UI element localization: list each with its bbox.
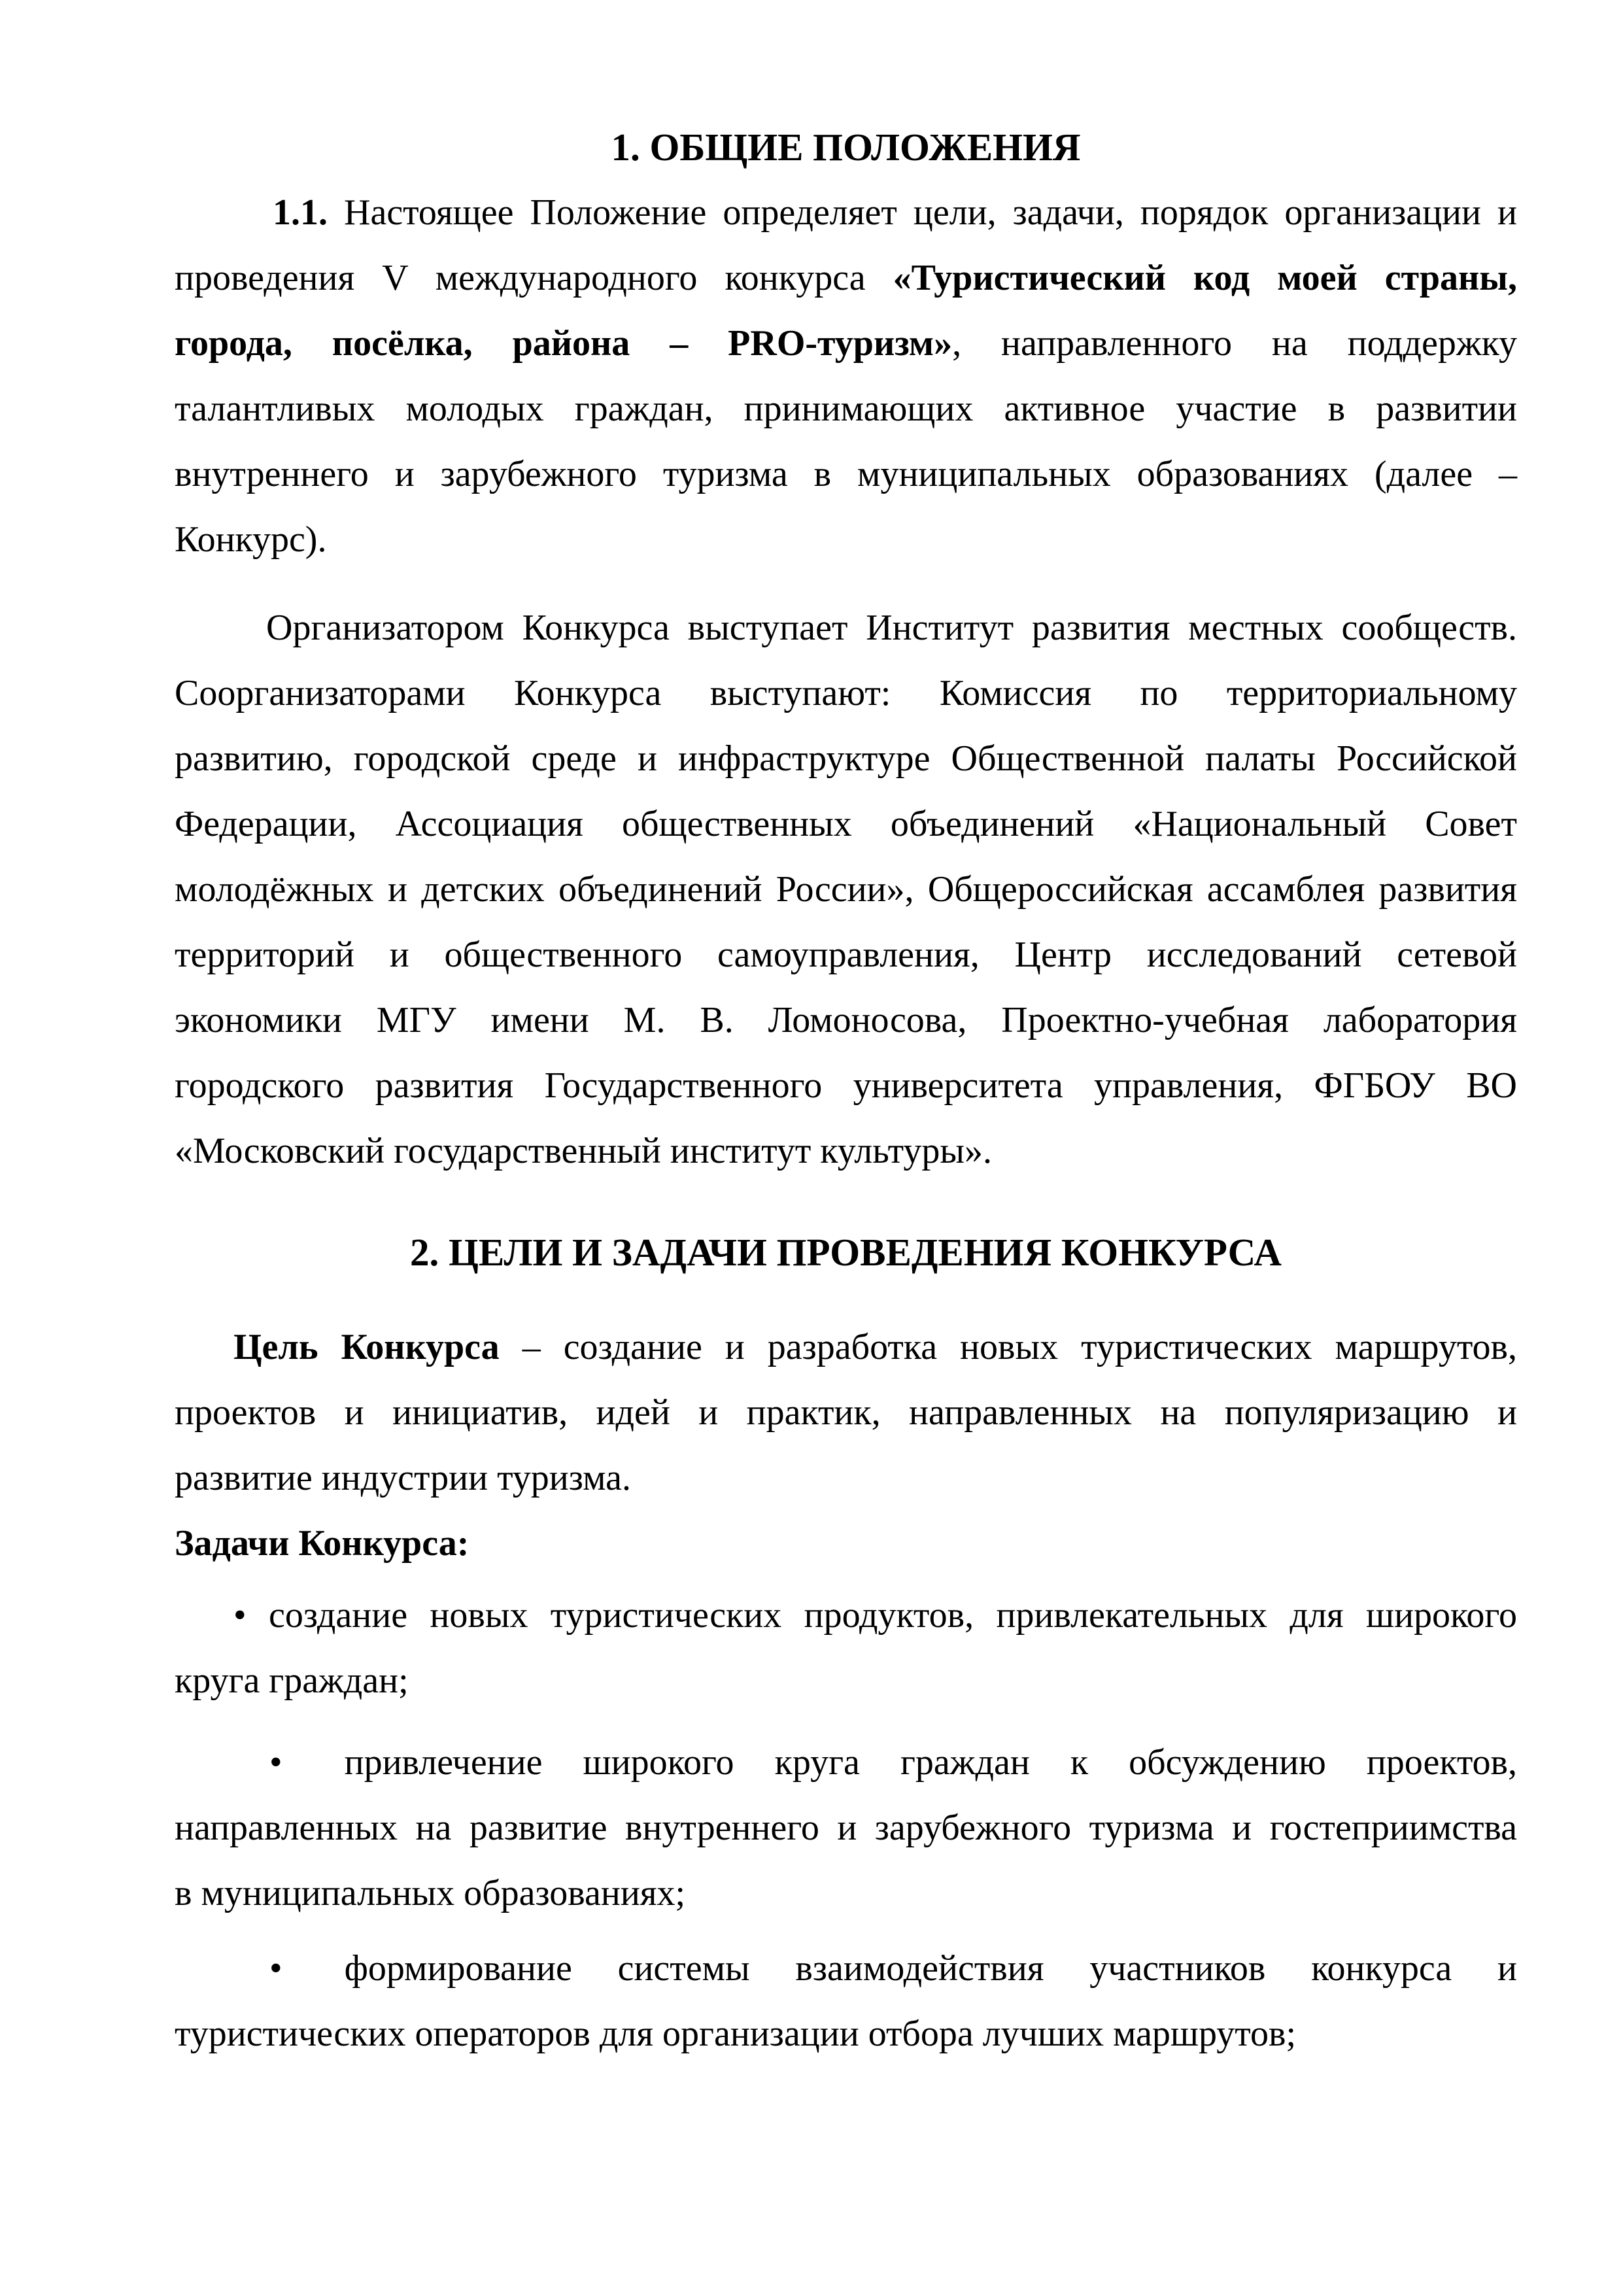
document-body (175, 114, 1517, 2066)
text-run: туристических операторов для организации отбора лучших маршрутов; (175, 2013, 1296, 2054)
bold-run: города, посёлка, района – PRO-туризм» (175, 323, 953, 364)
text-run: проектов и инициатив, идей и практик, направленных на популяризацию и (175, 1392, 1517, 1433)
text-run: в муниципальных образованиях; (175, 1873, 686, 1913)
text-line (175, 2001, 1517, 2066)
text-line (175, 1445, 1517, 1511)
text-line (175, 791, 1517, 857)
text-run: • создание новых туристических продуктов, привлекательных для широкого (233, 1595, 1517, 1636)
text-run: привлечение широкого круга граждан к обсуждению проектов, (344, 1742, 1517, 1783)
text-line (175, 376, 1517, 441)
text-line (175, 1511, 1517, 1576)
text-line (175, 1860, 1517, 1926)
text-run: Конкурс). (175, 519, 327, 560)
text-run: формирование системы взаимодействия участников конкурса и (344, 1948, 1517, 1989)
text-line (175, 1795, 1517, 1860)
paragraph (175, 1511, 1517, 1576)
text-run: экономики МГУ имени М. В. Ломоносова, Проектно-учебная лаборатория (175, 1000, 1517, 1040)
text-run: Соорганизаторами Конкурса выступают: Комиссия по территориальному (175, 673, 1517, 713)
bullet-marker: • (269, 1742, 282, 1783)
text-line (175, 987, 1517, 1053)
text-run: развитие индустрии туризма. (175, 1458, 632, 1498)
text-run: молодёжных и детских объединений России», Общероссийская ассамблея развития (175, 869, 1517, 910)
text-run: Настоящее Положение определяет цели, задачи, порядок организации и (328, 192, 1517, 233)
text-line (175, 1380, 1517, 1445)
text-line (175, 1936, 1517, 2001)
text-line (175, 1314, 1517, 1380)
text-line (175, 1118, 1517, 1184)
text-run: развитию, городской среде и инфраструктуре Общественной палаты Российской (175, 738, 1517, 779)
text-run: Федерации, Ассоциация общественных объединений «Национальный Совет (175, 804, 1517, 844)
bullet-gap (282, 1979, 345, 1980)
text-run: , направленного на поддержку (952, 323, 1517, 364)
text-run: внутреннего и зарубежного туризма в муниципальных образованиях (далее – (175, 454, 1517, 494)
section-heading: 1. ОБЩИЕ ПОЛОЖЕНИЯ (611, 126, 1081, 169)
bold-run: Цель Конкурса (233, 1327, 500, 1367)
text-line (175, 1583, 1517, 1648)
bold-run: 1.1. (273, 192, 328, 233)
text-run: круга граждан; (175, 1660, 409, 1701)
paragraph (175, 180, 1517, 572)
text-line (175, 311, 1517, 376)
section-heading: 2. ЦЕЛИ И ЗАДАЧИ ПРОВЕДЕНИЯ КОНКУРСА (410, 1231, 1282, 1274)
bullet-marker: • (269, 1948, 282, 1989)
text-run: проведения V международного конкурса (175, 258, 893, 298)
text-line (175, 1730, 1517, 1795)
paragraph (175, 1314, 1517, 1511)
bullet-gap (282, 1773, 345, 1774)
text-line (175, 660, 1517, 726)
text-line (175, 726, 1517, 791)
bold-run: Задачи Конкурса: (175, 1523, 470, 1564)
text-run: талантливых молодых граждан, принимающих активное участие в развитии (175, 388, 1517, 429)
text-run: территорий и общественного самоуправления, Центр исследований сетевой (175, 934, 1517, 975)
text-line (175, 857, 1517, 922)
text-line (175, 245, 1517, 311)
text-line (175, 595, 1517, 660)
text-run: «Московский государственный институт культуры». (175, 1131, 992, 1171)
paragraph (175, 1936, 1517, 2066)
text-line (175, 441, 1517, 507)
text-line (175, 922, 1517, 987)
text-run: Организатором Конкурса выступает Институт развития местных сообществ. (266, 608, 1517, 648)
text-line (175, 507, 1517, 572)
text-run: городского развития Государственного университета управления, ФГБОУ ВО (175, 1065, 1517, 1106)
paragraph (175, 1730, 1517, 1926)
text-line (175, 1053, 1517, 1118)
text-line (175, 180, 1517, 245)
paragraph (175, 1583, 1517, 1713)
bold-run: «Туристический код моей страны, (893, 258, 1517, 298)
paragraph (175, 595, 1517, 1184)
text-run: – создание и разработка новых туристических маршрутов, (499, 1327, 1517, 1367)
text-line (175, 1648, 1517, 1713)
text-run: направленных на развитие внутреннего и зарубежного туризма и гостеприимства (175, 1808, 1517, 1848)
